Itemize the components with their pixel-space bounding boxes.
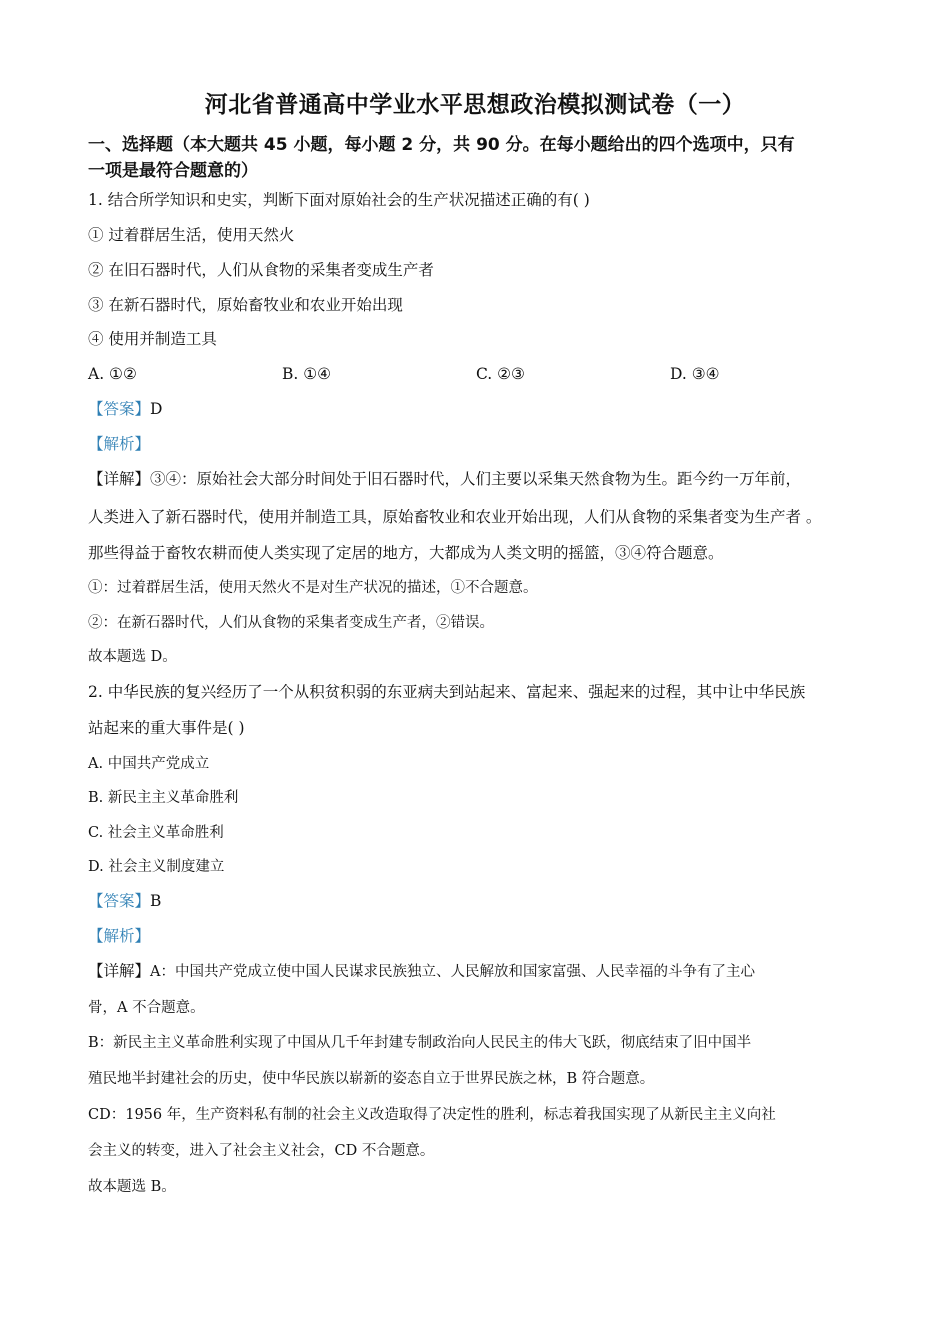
q1-detail-line-5: ②：在新石器时代，人们从食物的采集者变成生产者，②错误。 <box>88 615 494 631</box>
q1-item-4: ④ 使用并制造工具 <box>88 330 217 348</box>
section-heading-line-2: 一项是最符合题意的） <box>88 161 258 181</box>
q1-detail-text-1: ③④：原始社会大部分时间处于旧石器时代，人们主要以采集天然食物为生。距今约一万年前， <box>150 470 802 488</box>
q2-detail-text-1: A：中国共产党成立使中国人民谋求民族独立、人民解放和国家富强、人民幸福的斗争有了主心 <box>150 964 755 980</box>
q1-detail-line-4: ①：过着群居生活，使用天然火不是对生产状况的描述，①不合题意。 <box>88 580 538 596</box>
q1-answer-value: D <box>150 400 163 418</box>
q2-option-a: A. 中国共产党成立 <box>88 756 210 772</box>
q1-detail-tag: 【详解】 <box>88 470 151 488</box>
q2-detail-line-2: 骨，A 不合题意。 <box>88 1000 205 1016</box>
q2-detail-line-5: CD：1956 年，生产资料私有制的社会主义改造取得了决定性的胜利，标志着我国实现了从新民主主义向社 <box>88 1107 776 1123</box>
q2-detail-line-4: 殖民地半封建社会的历史，使中华民族以崭新的姿态自立于世界民族之林，B 符合题意。 <box>88 1071 655 1087</box>
q2-option-c: C. 社会主义革命胜利 <box>88 825 224 841</box>
q2-detail-line-1 <box>88 961 755 982</box>
q2-stem-line-2: 站起来的重大事件是( ) <box>88 719 245 737</box>
q2-answer-tag: 【答案】 <box>88 892 151 910</box>
q2-detail-tag: 【详解】 <box>88 962 151 980</box>
q1-stem: 1. 结合所学知识和史实，判断下面对原始社会的生产状况描述正确的有( ) <box>88 191 590 209</box>
q1-option-c: C. ②③ <box>476 365 525 383</box>
q1-item-2: ② 在旧石器时代，人们从食物的采集者变成生产者 <box>88 261 434 279</box>
q2-detail-line-3: B：新民主主义革命胜利实现了中国从几千年封建专制政治向人民民主的伟大飞跃，彻底结束了旧中国半 <box>88 1035 752 1051</box>
q1-item-3: ③ 在新石器时代，原始畜牧业和农业开始出现 <box>88 296 403 314</box>
q1-answer-tag: 【答案】 <box>88 400 151 418</box>
q1-detail-line-2: 人类进入了新石器时代，使用并制造工具，原始畜牧业和农业开始出现，人们从食物的采集者变为生产者 。 <box>88 508 822 526</box>
q1-option-a: A. ①② <box>88 365 137 383</box>
q2-detail-line-6: 会主义的转变，进入了社会主义社会，CD 不合题意。 <box>88 1143 435 1159</box>
q1-option-d: D. ③④ <box>670 365 720 383</box>
q2-answer <box>88 891 161 911</box>
q1-conclusion: 故本题选 D。 <box>88 649 177 665</box>
q2-stem-line-1: 2. 中华民族的复兴经历了一个从积贫积弱的东亚病夫到站起来、富起来、强起来的过程，其中让中华民族 <box>88 683 806 701</box>
q1-item-1: ① 过着群居生活，使用天然火 <box>88 226 295 244</box>
q2-option-b: B. 新民主主义革命胜利 <box>88 790 239 806</box>
page-title: 河北省普通高中学业水平思想政治模拟测试卷（一） <box>204 92 746 118</box>
q2-option-d: D. 社会主义制度建立 <box>88 859 225 875</box>
section-heading <box>88 132 868 184</box>
q1-answer <box>88 399 162 419</box>
q1-detail-line-1 <box>88 469 801 489</box>
q2-answer-value: B <box>150 892 162 910</box>
q1-analysis-tag: 【解析】 <box>88 435 151 453</box>
q2-analysis-tag: 【解析】 <box>88 927 151 945</box>
section-heading-line-1: 一、选择题（本大题共 45 小题，每小题 2 分，共 90 分。在每小题给出的四个选项中，只有 <box>88 135 795 155</box>
q2-conclusion: 故本题选 B。 <box>88 1179 176 1195</box>
q1-detail-line-3: 那些得益于畜牧农耕而使人类实现了定居的地方，大都成为人类文明的摇篮，③④符合题意。 <box>88 544 724 562</box>
q1-option-b: B. ①④ <box>282 365 332 383</box>
